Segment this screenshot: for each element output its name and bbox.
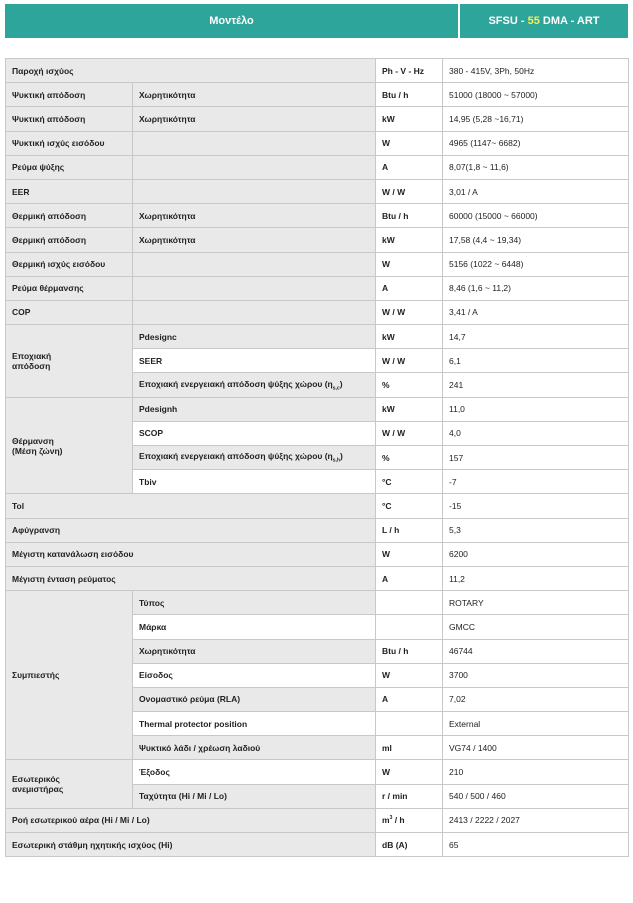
row-value: 2413 / 2222 / 2027 [443,808,629,832]
row-sublabel: Μάρκα [133,615,376,639]
row-sublabel-empty [133,155,376,179]
unit-base: m [382,815,390,826]
row-value: 3,01 / A [443,179,629,203]
row-value: ROTARY [443,591,629,615]
row-unit: dB (A) [376,833,443,857]
table-row [6,228,629,252]
row-label: Θερμική ισχύς εισόδου [6,252,133,276]
row-value: 540 / 500 / 460 [443,784,629,808]
row-value: 11,0 [443,397,629,421]
row-sublabel: Ψυκτικό λάδι / χρέωση λαδιού [133,736,376,760]
table-row [6,833,629,857]
row-label: Tol [6,494,376,518]
row-unit: W [376,131,443,155]
row-sublabel [133,446,376,470]
row-sublabel: Χωρητικότητα [133,204,376,228]
row-unit: % [376,373,443,397]
unit-superscript: 3 [389,815,393,822]
row-label: COP [6,300,133,324]
row-sublabel-empty [133,252,376,276]
row-unit [376,712,443,736]
row-value: 157 [443,446,629,470]
row-sublabel: Tbiv [133,470,376,494]
row-unit: Btu / h [376,204,443,228]
row-sublabel [133,373,376,397]
row-sublabel: SEER [133,349,376,373]
unit-tail: / h [392,815,405,826]
row-label: Ψυκτική απόδοση [6,107,133,131]
row-value: -15 [443,494,629,518]
table-row [6,276,629,300]
row-label: Ρεύμα θέρμανσης [6,276,133,300]
table-row [6,542,629,566]
table-row [6,325,629,349]
row-sublabel: Χωρητικότητα [133,228,376,252]
model-suffix: DMA - ART [539,15,600,27]
table-row [6,59,629,83]
row-value: 3,41 / A [443,300,629,324]
row-sublabel-empty [133,300,376,324]
table-row [6,131,629,155]
row-value: 14,95 (5,28 ~16,71) [443,107,629,131]
efficiency-close: ) [339,451,343,462]
table-row [6,518,629,542]
efficiency-close: ) [339,378,343,389]
row-unit: L / h [376,518,443,542]
row-sublabel: Ταχύτητα (Hi / Mi / Lo) [133,784,376,808]
row-sublabel-empty [133,276,376,300]
row-sublabel: Ονομαστικό ρεύμα (RLA) [133,687,376,711]
row-label: Μέγιστη ένταση ρεύματος [6,566,376,590]
row-group-label: Εποχιακή απόδοση [6,325,133,398]
row-unit [376,591,443,615]
row-sublabel: Pdesignc [133,325,376,349]
table-row [6,397,629,421]
efficiency-label: Εποχιακή ενεργειακή απόδοση ψύξης χώρου (η [139,451,333,462]
row-value: 5156 (1022 ~ 6448) [443,252,629,276]
row-value: 17,58 (4,4 ~ 19,34) [443,228,629,252]
row-unit: W / W [376,300,443,324]
model-name [459,4,628,38]
row-unit: W [376,252,443,276]
row-unit: r / min [376,784,443,808]
efficiency-subscript: s,h [332,457,340,464]
row-unit: ml [376,736,443,760]
row-label: Παροχή ισχύος [6,59,376,83]
row-value: 7,02 [443,687,629,711]
row-unit: W [376,760,443,784]
row-group-label: Εσωτερικός ανεμιστήρας [6,760,133,808]
row-value: 14,7 [443,325,629,349]
row-sublabel: Χωρητικότητα [133,83,376,107]
table-row [6,107,629,131]
row-unit: W / W [376,421,443,445]
table-row [6,300,629,324]
row-label: Ροή εσωτερικού αέρα (Hi / Mi / Lo) [6,808,376,832]
row-unit: % [376,446,443,470]
row-label: Ρεύμα ψύξης [6,155,133,179]
table-row [6,760,629,784]
row-unit: W / W [376,349,443,373]
table-row [6,83,629,107]
row-unit: Ph - V - Hz [376,59,443,83]
row-value: 11,2 [443,566,629,590]
row-group-label: Θέρμανση (Μέση ζώνη) [6,397,133,494]
spec-table [5,58,629,857]
table-row [6,494,629,518]
row-unit: A [376,566,443,590]
row-value: 46744 [443,639,629,663]
row-label: Ψυκτική απόδοση [6,83,133,107]
table-row [6,591,629,615]
row-value: 210 [443,760,629,784]
row-value: 380 - 415V, 3Ph, 50Hz [443,59,629,83]
row-unit [376,615,443,639]
model-prefix: SFSU - [488,15,528,27]
row-value: VG74 / 1400 [443,736,629,760]
row-value: 8,07(1,8 ~ 11,6) [443,155,629,179]
model-number: 55 [527,15,540,27]
row-value: 3700 [443,663,629,687]
model-label: Μοντέλο [5,4,459,38]
row-sublabel: Thermal protector position [133,712,376,736]
row-unit: °C [376,494,443,518]
row-value: GMCC [443,615,629,639]
row-sublabel: Είσοδος [133,663,376,687]
row-value: 4965 (1147~ 6682) [443,131,629,155]
row-value: 60000 (15000 ~ 66000) [443,204,629,228]
row-label: EER [6,179,133,203]
row-label: Αφύγρανση [6,518,376,542]
efficiency-label: Εποχιακή ενεργειακή απόδοση ψύξης χώρου (η [139,378,333,389]
row-sublabel-empty [133,131,376,155]
row-label: Εσωτερική στάθμη ηχητικής ισχύος (Hi) [6,833,376,857]
row-value: 4,0 [443,421,629,445]
efficiency-subscript: s,c [332,385,340,392]
row-label: Θερμική απόδοση [6,204,133,228]
row-label: Ψυκτική ισχύς εισόδου [6,131,133,155]
row-unit: A [376,155,443,179]
row-label: Μέγιστη κατανάλωση εισόδου [6,542,376,566]
row-unit: kW [376,397,443,421]
table-row [6,179,629,203]
row-unit: kW [376,325,443,349]
row-unit: A [376,276,443,300]
row-unit: kW [376,107,443,131]
row-sublabel: Χωρητικότητα [133,107,376,131]
row-sublabel-empty [133,179,376,203]
row-unit: W [376,542,443,566]
table-row [6,566,629,590]
model-header [5,4,628,38]
row-unit: Btu / h [376,639,443,663]
row-value: 51000 (18000 ~ 57000) [443,83,629,107]
row-sublabel: SCOP [133,421,376,445]
row-value: 5,3 [443,518,629,542]
row-unit [376,808,443,832]
table-row [6,808,629,832]
row-value: External [443,712,629,736]
row-unit: °C [376,470,443,494]
row-value: 6200 [443,542,629,566]
row-value: -7 [443,470,629,494]
row-value: 6,1 [443,349,629,373]
table-row [6,155,629,179]
row-label: Θερμική απόδοση [6,228,133,252]
row-value: 65 [443,833,629,857]
row-unit: W [376,663,443,687]
row-unit: A [376,687,443,711]
row-value: 241 [443,373,629,397]
row-unit: W / W [376,179,443,203]
row-sublabel: Τύπος [133,591,376,615]
table-row [6,204,629,228]
row-sublabel: Pdesignh [133,397,376,421]
row-group-label: Συμπιεστής [6,591,133,760]
row-sublabel: Χωρητικότητα [133,639,376,663]
table-row [6,252,629,276]
row-value: 8,46 (1,6 ~ 11,2) [443,276,629,300]
row-unit: Btu / h [376,83,443,107]
row-sublabel: Έξοδος [133,760,376,784]
row-unit: kW [376,228,443,252]
